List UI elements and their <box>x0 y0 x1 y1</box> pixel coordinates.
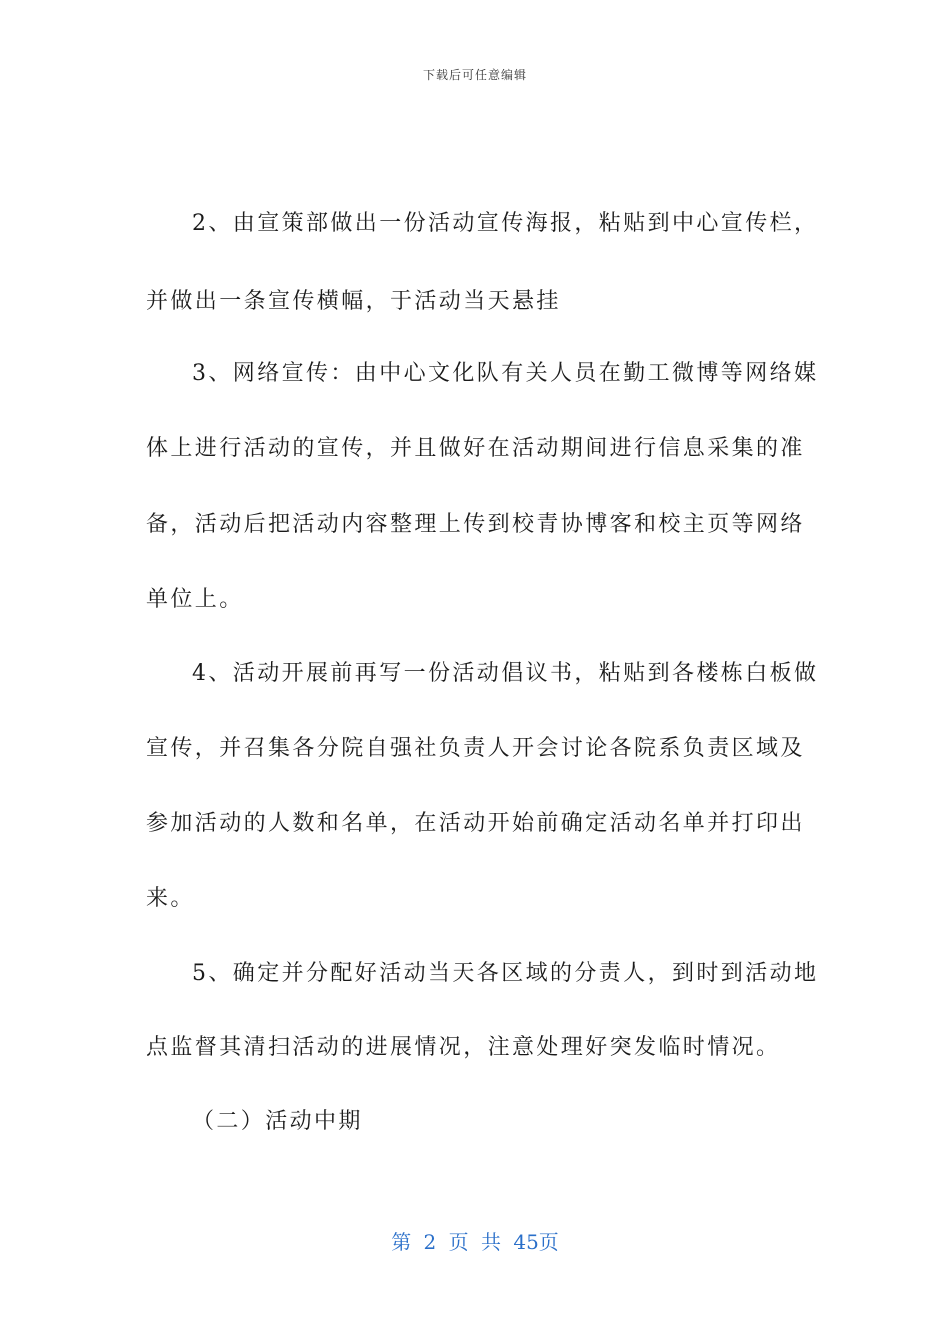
paragraph-4-line-2: 宣传，并召集各分院自强社负责人开会讨论各院系负责区域及 <box>146 736 805 761</box>
paragraph-3-line-3: 备，活动后把活动内容整理上传到校青协博客和校主页等网络 <box>146 512 805 537</box>
section-heading-mid-term: （二）活动中期 <box>192 1109 363 1134</box>
paragraph-5-line-2: 点监督其清扫活动的进展情况，注意处理好突发临时情况。 <box>146 1035 781 1060</box>
paragraph-3-line-1: 3、网络宣传：由中心文化队有关人员在勤工微博等网络媒 <box>192 361 819 386</box>
page-header: 下载后可任意编辑 <box>422 68 527 82</box>
paragraph-3-line-4: 单位上。 <box>146 587 244 612</box>
paragraph-2-line-2: 并做出一条宣传横幅，于活动当天悬挂 <box>146 289 561 314</box>
paragraph-4-line-1: 4、活动开展前再写一份活动倡议书，粘贴到各楼栋白板做 <box>192 661 819 686</box>
paragraph-2-line-1: 2、由宣策部做出一份活动宣传海报，粘贴到中心宣传栏， <box>192 211 819 236</box>
paragraph-4-line-4: 来。 <box>146 886 195 911</box>
page-number-footer: 第 2 页 共 45页 <box>391 1230 559 1254</box>
paragraph-5-line-1: 5、确定并分配好活动当天各区域的分责人，到时到活动地 <box>192 961 819 986</box>
paragraph-4-line-3: 参加活动的人数和名单，在活动开始前确定活动名单并打印出 <box>146 811 805 836</box>
paragraph-3-line-2: 体上进行活动的宣传，并且做好在活动期间进行信息采集的准 <box>146 436 805 461</box>
